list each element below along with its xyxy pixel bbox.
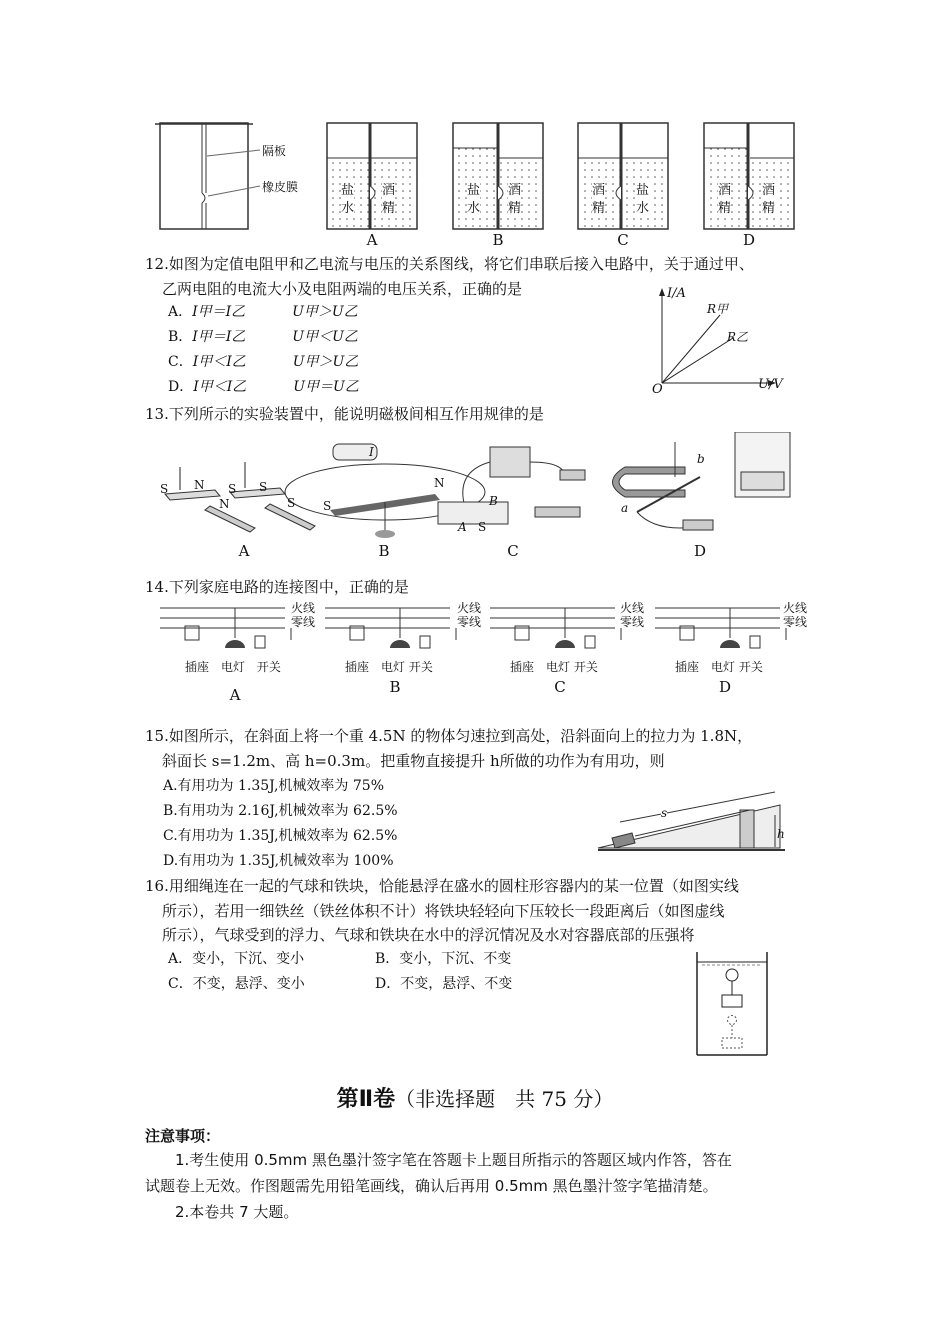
option-letter: C — [617, 231, 629, 249]
pole-label: S — [478, 520, 487, 534]
q15-option-d: D.有用功为 1.35J,机械效率为 100% — [163, 853, 394, 869]
question-16-line1: 16.用细绳连在一起的气球和铁块，恰能悬浮在盛水的圆柱形容器内的某一位置（如图实线 — [145, 877, 739, 895]
figure-13d — [613, 432, 791, 530]
neutral-wire-label: 零线 — [291, 615, 316, 629]
neutral-wire-label: 零线 — [783, 615, 808, 629]
liquid-label-b-left: 盐 水 — [467, 183, 481, 216]
q15-option-a: A.有用功为 1.35J,机械效率为 75% — [163, 778, 384, 794]
question-15-line2: 斜面长 s=1.2m、高 h=0.3m。把重物直接提升 h所做的功作为有用功，则 — [162, 752, 665, 770]
option-letter: C — [507, 542, 519, 560]
option-letter: D — [693, 542, 707, 560]
live-wire-label: 火线 — [457, 601, 482, 615]
partition-label: 隔板 — [262, 144, 287, 158]
option-letter: B — [378, 542, 390, 560]
q12-option-c: C．I甲＜I乙 U甲＞U乙 — [168, 354, 359, 370]
question-16-line3: 所示），气球受到的浮力、气球和铁块在水中的浮沉情况及水对容器底部的压强将 — [162, 926, 695, 944]
liquid-label-a-left: 盐 水 — [341, 183, 355, 216]
option-letter: C — [554, 678, 566, 696]
pole-label: S — [259, 480, 268, 494]
circuit-d-labels: 插座 电灯 开关 — [675, 660, 763, 674]
option-letter: A — [238, 542, 250, 560]
q16-option-c: C．不变，悬浮、变小 — [168, 976, 305, 992]
q12-option-b: B．I甲＝I乙 U甲＜U乙 — [168, 329, 358, 345]
q12-option-a: A．I甲＝I乙 U甲＞U乙 — [168, 304, 358, 320]
section-title: 第Ⅱ卷（非选择题 共 75 分） — [336, 1087, 614, 1112]
pole-label: S — [160, 482, 169, 496]
membrane-label: 橡皮膜 — [262, 180, 299, 194]
pole-label: N — [194, 478, 205, 492]
buoyancy-container — [692, 950, 772, 1058]
liquid-label-d-right: 酒 精 — [762, 183, 776, 216]
incline-figure — [590, 790, 790, 860]
liquid-label-c-right: 盐 水 — [636, 183, 650, 216]
note-item-1a: 1.考生使用 0.5mm 黑色墨汁签字笔在答题卡上题目所指示的答题区域内作答，答在 — [175, 1151, 732, 1169]
circuit-c-labels: 插座 电灯 开关 — [510, 660, 598, 674]
q15-option-c: C.有用功为 1.35J,机械效率为 62.5% — [163, 828, 398, 844]
current-label: I — [369, 445, 374, 459]
notes-heading: 注意事项： — [145, 1127, 221, 1145]
neutral-wire-label: 零线 — [620, 615, 645, 629]
option-letter: D — [742, 231, 756, 249]
q16-option-b: B．变小，下沉、不变 — [375, 951, 512, 967]
graph-line-r2: R乙 — [727, 330, 749, 344]
q15-option-b: B.有用功为 2.16J,机械效率为 62.5% — [163, 803, 398, 819]
question-14: 14.下列家庭电路的连接图中，正确的是 — [145, 578, 409, 596]
option-letter: A — [366, 231, 378, 249]
option-letter: B — [492, 231, 504, 249]
question-16-line2: 所示），若用一细铁丝（铁丝体积不计）将铁块轻轻向下压较长一段距离后（如图虚线 — [162, 902, 725, 920]
figure-13c — [438, 447, 585, 524]
option-letter: B — [389, 678, 401, 696]
neutral-wire-label: 零线 — [457, 615, 482, 629]
liquid-label-c-left: 酒 精 — [592, 183, 606, 216]
live-wire-label: 火线 — [291, 601, 316, 615]
question-12-line2: 乙两电阻的电流大小及电阻两端的电压关系，正确的是 — [162, 280, 523, 298]
pole-label: S — [228, 482, 237, 496]
note-item-2: 2.本卷共 7 大题。 — [175, 1203, 299, 1221]
question-13: 13.下列所示的实验装置中，能说明磁极间相互作用规律的是 — [145, 405, 544, 423]
question-15-line1: 15.如图所示，在斜面上将一个重 4.5N 的物体匀速拉到高处，沿斜面向上的拉力为 1.8N， — [145, 727, 753, 745]
question-12-line1: 12.如图为定值电阻甲和乙电流与电压的关系图线，将它们串联后接入电路中，关于通过甲、 — [145, 255, 754, 273]
live-wire-label: 火线 — [783, 601, 808, 615]
liquid-label-d-left: 酒 精 — [718, 183, 732, 216]
option-letter: A — [229, 686, 241, 704]
note-item-1b: 试题卷上无效。作图题需先用铅笔画线，确认后再用 0.5mm 黑色墨汁签字笔描清楚。 — [145, 1177, 718, 1195]
pole-label: S — [323, 499, 332, 513]
container-plain — [155, 123, 260, 229]
household-circuits — [155, 598, 815, 658]
incline-height-label: h — [777, 827, 785, 841]
circuit-b-labels: 插座 电灯 开关 — [345, 660, 433, 674]
incline-length-label: s — [661, 806, 668, 820]
pole-label: S — [287, 496, 296, 510]
graph-origin: O — [652, 382, 663, 397]
pole-label: N — [434, 476, 445, 490]
wire-label: B — [489, 494, 498, 508]
q16-option-d: D．不变，悬浮、不变 — [375, 976, 513, 992]
liquid-label-b-right: 酒 精 — [508, 183, 522, 216]
graph-y-label: I/A — [667, 286, 686, 301]
graph-line-r1: R甲 — [707, 302, 729, 316]
graph-x-label: U/V — [758, 377, 783, 392]
pole-label: N — [219, 497, 230, 511]
rod-label-b: b — [697, 452, 705, 466]
circuit-a-labels: 插座 电灯 开关 — [185, 660, 281, 674]
live-wire-label: 火线 — [620, 601, 645, 615]
rod-label-a: a — [621, 501, 629, 515]
liquid-label-a-right: 酒 精 — [382, 183, 396, 216]
option-letter: D — [718, 678, 732, 696]
q16-option-a: A．变小，下沉、变小 — [168, 951, 305, 967]
wire-label: A — [458, 520, 467, 534]
q12-option-d: D．I甲＜I乙 U甲＝U乙 — [168, 379, 359, 395]
